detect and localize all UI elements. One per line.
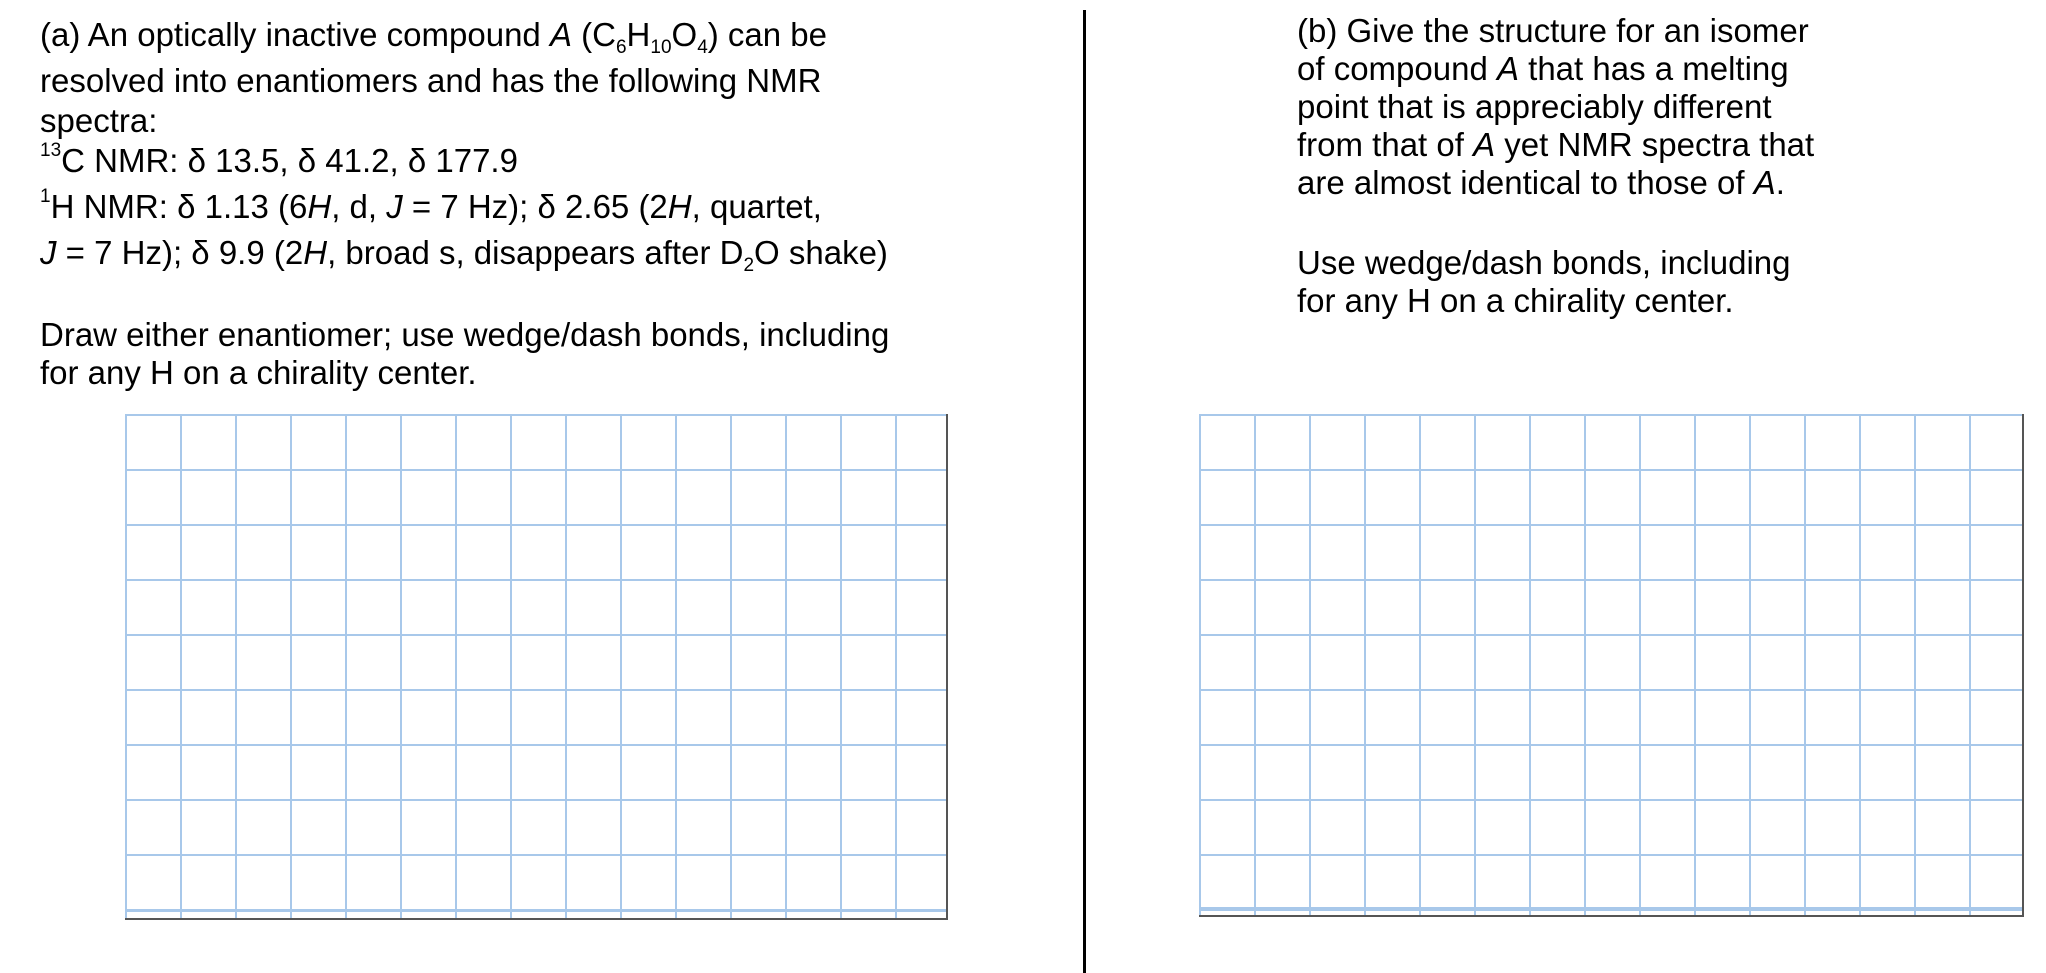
question-b-text bbox=[1297, 12, 1814, 320]
instruction-a-line-2: for any H on a chirality center. bbox=[40, 354, 477, 391]
c13-nmr-line: $^{13}$C NMR: δ 13.5, δ 41.2, δ 177.9 bbox=[40, 140, 518, 179]
question-b-line-2: of compound A that has a melting bbox=[1297, 50, 1789, 87]
question-a-line-3: spectra: bbox=[40, 102, 158, 139]
question-a-line-2: resolved into enantiomers and has the following NMR bbox=[40, 62, 822, 99]
question-b-line-3: point that is appreciably different bbox=[1297, 88, 1772, 125]
question-a-line-1: (a) An optically inactive compound A $(C_6H_{10}O_4)$ can be bbox=[40, 16, 828, 58]
drawing-canvas-b[interactable] bbox=[1199, 414, 2024, 917]
instruction-a-line-1: Draw either enantiomer; use wedge/dash bonds, including bbox=[40, 316, 890, 353]
column-divider bbox=[1083, 10, 1086, 973]
drawing-canvas-a[interactable] bbox=[125, 414, 948, 920]
question-b-line-1: (b) Give the structure for an isomer bbox=[1297, 12, 1809, 49]
h1-nmr-line-2: J = 7 Hz); δ 9.9 (2H, broad s, disappears after $D_2O$ shake) bbox=[40, 234, 888, 276]
instruction-b-line-2: for any H on a chirality center. bbox=[1297, 282, 1734, 319]
question-a-text bbox=[40, 12, 889, 392]
instruction-b-line-1: Use wedge/dash bonds, including bbox=[1297, 244, 1791, 281]
question-b-line-4: from that of A yet NMR spectra that bbox=[1297, 126, 1815, 163]
h1-nmr-line-1: $^1$H NMR: δ 1.13 (6H, d, J = 7 Hz); δ 2.65 (2H, quartet, bbox=[40, 186, 822, 225]
question-b-line-5: are almost identical to those of A. bbox=[1297, 164, 1785, 201]
